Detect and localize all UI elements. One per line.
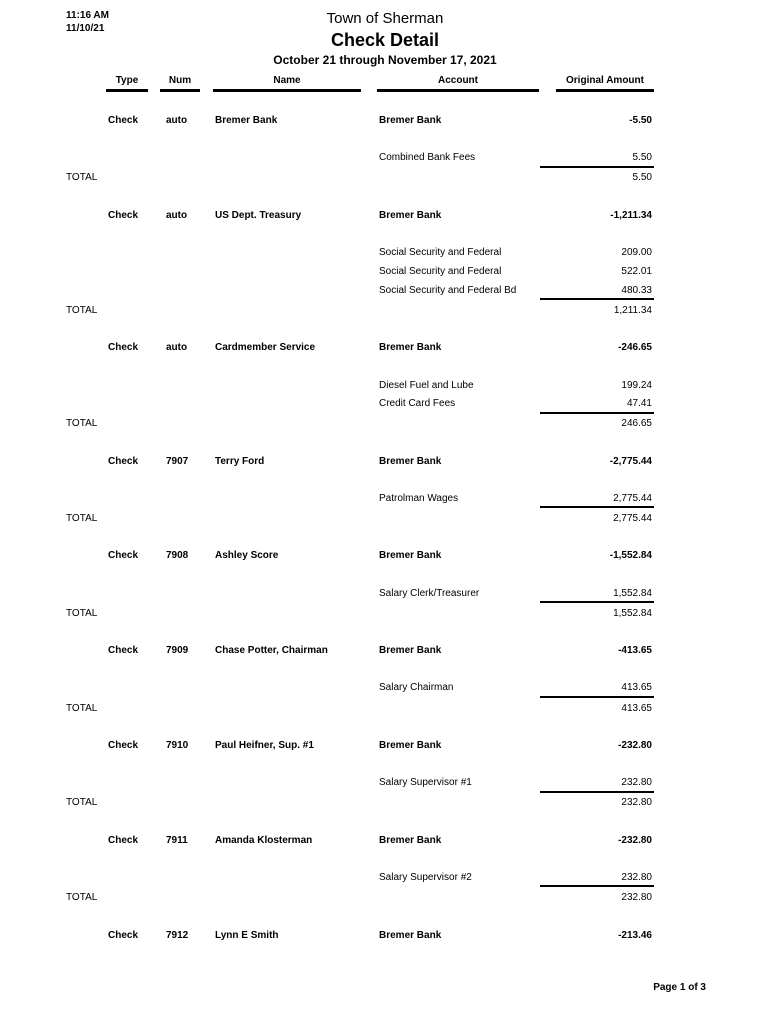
split-amount: 47.41 [626, 398, 652, 409]
column-header-rule [377, 89, 539, 92]
total-label: TOTAL [66, 418, 98, 429]
check-num: 7910 [166, 740, 189, 751]
check-payee: Lynn E Smith [215, 930, 279, 941]
column-header-rule [106, 89, 148, 92]
check-payee: Bremer Bank [215, 115, 278, 126]
check-type: Check [108, 550, 139, 561]
column-header-rule [556, 89, 654, 92]
total-amount: 232.80 [621, 892, 652, 903]
total-label: TOTAL [66, 305, 98, 316]
split-amount: 232.80 [621, 777, 652, 788]
check-account: Bremer Bank [379, 115, 442, 126]
split-amount: 413.65 [621, 682, 652, 693]
split-account: Social Security and Federal [379, 247, 502, 258]
split-account: Social Security and Federal Bd [379, 285, 517, 296]
check-payee: US Dept. Treasury [215, 210, 302, 221]
total-rule [540, 885, 654, 887]
split-account: Salary Chairman [379, 682, 454, 693]
check-payee: Terry Ford [215, 456, 265, 467]
check-account: Bremer Bank [379, 456, 442, 467]
check-type: Check [108, 835, 139, 846]
check-num: auto [166, 115, 188, 126]
column-header-account: Account [438, 75, 478, 86]
check-account: Bremer Bank [379, 210, 442, 221]
column-header-type: Type [115, 75, 139, 86]
column-header-amount: Original Amount [566, 75, 644, 86]
check-amount: -232.80 [618, 740, 652, 751]
split-amount: 209.00 [621, 247, 652, 258]
check-payee: Cardmember Service [215, 342, 316, 353]
total-amount: 5.50 [632, 172, 652, 183]
split-account: Credit Card Fees [379, 398, 456, 409]
total-label: TOTAL [66, 892, 98, 903]
check-account: Bremer Bank [379, 835, 442, 846]
check-amount: -1,211.34 [610, 210, 652, 221]
check-amount: -2,775.44 [609, 456, 652, 467]
check-account: Bremer Bank [379, 930, 442, 941]
check-amount: -413.65 [618, 645, 652, 656]
check-account: Bremer Bank [379, 550, 442, 561]
total-label: TOTAL [66, 608, 98, 619]
split-account: Salary Clerk/Treasurer [379, 588, 480, 599]
report-date: 11/10/21 [66, 23, 105, 34]
total-label: TOTAL [66, 797, 98, 808]
total-rule [540, 412, 654, 414]
report-period: October 21 through November 17, 2021 [273, 53, 497, 67]
total-rule [540, 166, 654, 168]
total-rule [540, 696, 654, 698]
check-payee: Ashley Score [215, 550, 279, 561]
check-account: Bremer Bank [379, 342, 442, 353]
check-amount: -246.65 [618, 342, 652, 353]
check-num: 7907 [166, 456, 189, 467]
check-num: 7909 [166, 645, 189, 656]
split-account: Salary Supervisor #2 [379, 872, 472, 883]
check-num: 7912 [166, 930, 189, 941]
total-label: TOTAL [66, 172, 98, 183]
total-label: TOTAL [66, 703, 98, 714]
check-amount: -213.46 [618, 930, 652, 941]
column-header-name: Name [273, 75, 301, 86]
total-amount: 232.80 [621, 797, 652, 808]
split-account: Salary Supervisor #1 [379, 777, 472, 788]
check-type: Check [108, 115, 139, 126]
check-payee: Chase Potter, Chairman [215, 645, 328, 656]
check-payee: Amanda Klosterman [215, 835, 313, 846]
split-account: Combined Bank Fees [379, 152, 476, 163]
total-amount: 246.65 [621, 418, 652, 429]
check-type: Check [108, 210, 139, 221]
check-num: auto [166, 342, 188, 353]
check-account: Bremer Bank [379, 740, 442, 751]
split-amount: 480.33 [621, 285, 652, 296]
check-payee: Paul Heifner, Sup. #1 [215, 740, 314, 751]
total-amount: 1,211.34 [613, 305, 652, 316]
total-amount: 1,552.84 [613, 608, 652, 619]
check-num: auto [166, 210, 188, 221]
check-type: Check [108, 930, 139, 941]
check-account: Bremer Bank [379, 645, 442, 656]
total-rule [540, 298, 654, 300]
check-num: 7908 [166, 550, 189, 561]
check-num: 7911 [166, 835, 188, 846]
total-label: TOTAL [66, 513, 98, 524]
split-amount: 199.24 [621, 380, 652, 391]
column-header-rule [213, 89, 361, 92]
check-type: Check [108, 645, 139, 656]
split-amount: 5.50 [632, 152, 652, 163]
split-amount: 522.01 [621, 266, 652, 277]
check-type: Check [108, 740, 139, 751]
check-type: Check [108, 342, 139, 353]
column-header-num: Num [168, 75, 192, 86]
split-account: Social Security and Federal [379, 266, 502, 277]
check-amount: -232.80 [618, 835, 652, 846]
total-rule [540, 791, 654, 793]
check-amount: -5.50 [629, 115, 652, 126]
company-name: Town of Sherman [326, 10, 444, 27]
total-rule [540, 601, 654, 603]
report-time: 11:16 AM [66, 10, 109, 21]
report-title: Check Detail [330, 30, 440, 50]
total-amount: 2,775.44 [613, 513, 652, 524]
split-account: Diesel Fuel and Lube [379, 380, 474, 391]
split-amount: 2,775.44 [613, 493, 652, 504]
page-number: Page 1 of 3 [653, 982, 706, 993]
split-amount: 232.80 [621, 872, 652, 883]
total-amount: 413.65 [621, 703, 652, 714]
column-header-rule [160, 89, 200, 92]
split-account: Patrolman Wages [379, 493, 459, 504]
check-type: Check [108, 456, 139, 467]
total-rule [540, 506, 654, 508]
check-amount: -1,552.84 [609, 550, 652, 561]
split-amount: 1,552.84 [613, 588, 652, 599]
